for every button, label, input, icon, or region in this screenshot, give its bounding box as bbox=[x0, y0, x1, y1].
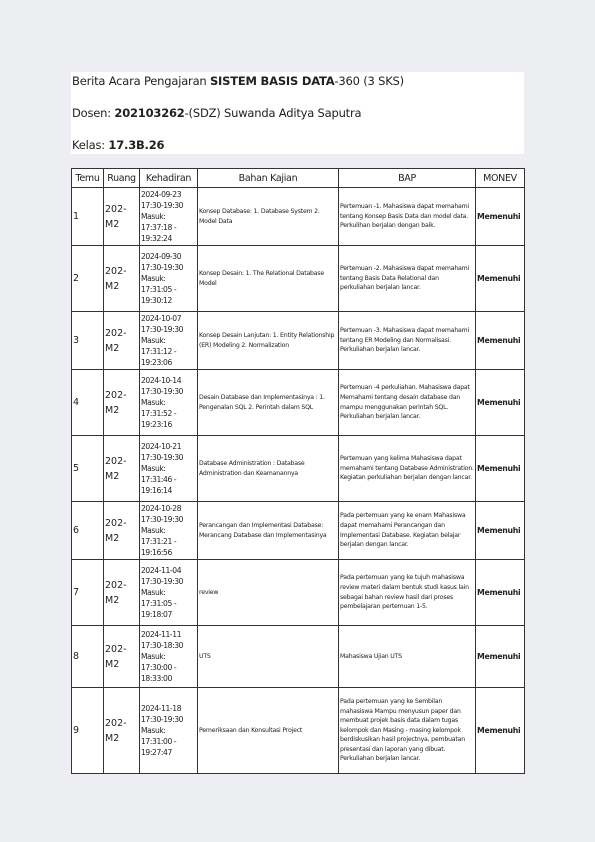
monev-status: Memenuhi bbox=[476, 688, 525, 774]
bap-notes: Pada pertemuan yang ke enam Mahasiswa dapat memahami Perancangan dan Implementasi Database. Kegiatan belajar berjalan dengan lancar. bbox=[339, 502, 476, 560]
attendance: 2024-10-21 17:30-19:30 Masuk: 17:31:46 - 19:16:14 bbox=[140, 436, 198, 502]
monev-status: Memenuhi bbox=[476, 312, 525, 370]
room: 202-M2 bbox=[104, 436, 140, 502]
lecturer-name: -(SDZ) Suwanda Aditya Saputra bbox=[184, 106, 362, 120]
room: 202-M2 bbox=[104, 560, 140, 626]
attendance: 2024-09-30 17:30-19:30 Masuk: 17:31:05 - 19:30:12 bbox=[140, 246, 198, 312]
table-row bbox=[72, 188, 525, 246]
bap-notes: Pada pertemuan yang ke Sembilan mahasiswa Mampu menyusun paper dan membuat projek basis data dalam tugas kelompok dan Masing - masing kelompok berdiskusikan hasil projectnya, pembuatan presentasi dan laporan yang dibuat. Perkuliahan berjalan lancar. bbox=[339, 688, 476, 774]
room: 202-M2 bbox=[104, 502, 140, 560]
room: 202-M2 bbox=[104, 246, 140, 312]
bap-notes: Pertemuan -3. Mahasiswa dapat memahami tentang ER Modeling dan Normalisasi. Perkuliahan berjalan lancar. bbox=[339, 312, 476, 370]
attendance: 2024-09-23 17:30-19:30 Masuk: 17:37:18 - 19:32:24 bbox=[140, 188, 198, 246]
topic: UTS bbox=[198, 626, 339, 688]
monev-status: Memenuhi bbox=[476, 246, 525, 312]
class-line bbox=[72, 138, 164, 152]
col-header-bahan-kajian: Bahan Kajian bbox=[198, 169, 339, 188]
attendance: 2024-11-11 17:30-18:30 Masuk: 17:30:00 - 18:33:00 bbox=[140, 626, 198, 688]
table-row bbox=[72, 246, 525, 312]
table-row bbox=[72, 560, 525, 626]
bap-notes: Pertemuan -4 perkuliahan. Mahasiswa dapat Memahami tentang desain database dan mampu menggunakan perintah SQL. Perkuliahan berjalan lancar. bbox=[339, 370, 476, 436]
attendance-table bbox=[71, 168, 525, 774]
topic: Pemeriksaan dan Konsultasi Project bbox=[198, 688, 339, 774]
topic: Konsep Database: 1. Database System 2. Model Data bbox=[198, 188, 339, 246]
attendance: 2024-10-14 17:30-19:30 Masuk: 17:31:52 - 19:23:16 bbox=[140, 370, 198, 436]
room: 202-M2 bbox=[104, 626, 140, 688]
col-header-monev: MONEV bbox=[476, 169, 525, 188]
bap-notes: Pertemuan yang kelima Mahasiswa dapat memahami tentang Database Administration. Kegiatan perkuliahan berjalan dengan lancar. bbox=[339, 436, 476, 502]
lecturer-label: Dosen: bbox=[72, 106, 115, 120]
bap-notes: Mahasiswa Ujian UTS bbox=[339, 626, 476, 688]
lecturer-line bbox=[72, 106, 361, 120]
attendance: 2024-10-28 17:30-19:30 Masuk: 17:31:21 - 19:16:56 bbox=[140, 502, 198, 560]
col-header-ruang: Ruang bbox=[104, 169, 140, 188]
topic: review bbox=[198, 560, 339, 626]
attendance: 2024-10-07 17:30-19:30 Masuk: 17:31:12 - 19:23:06 bbox=[140, 312, 198, 370]
course-name: SISTEM BASIS DATA bbox=[209, 74, 335, 88]
table-row bbox=[72, 688, 525, 774]
attendance: 2024-11-04 17:30-19:30 Masuk: 17:31:05 - 19:18:07 bbox=[140, 560, 198, 626]
topic: Konsep Desain Lanjutan: 1. Entity Relationship (ER) Modeling 2. Normalization bbox=[198, 312, 339, 370]
meeting-number: 1 bbox=[72, 188, 104, 246]
topic: Perancangan dan Implementasi Database: Merancang Database dan Implementasinya bbox=[198, 502, 339, 560]
meeting-number: 9 bbox=[72, 688, 104, 774]
report-title bbox=[72, 74, 404, 88]
bap-notes: Pertemuan -1. Mahasiswa dapat memahami tentang Konsep Basis Data dan model data. Perkulihan berjalan dengan baik. bbox=[339, 188, 476, 246]
table-row bbox=[72, 502, 525, 560]
attendance: 2024-11-18 17:30-19:30 Masuk: 17:31:00 - 19:27:47 bbox=[140, 688, 198, 774]
topic: Desain Database dan Implementasinya : 1. Pengenalan SQL 2. Perintah dalam SQL bbox=[198, 370, 339, 436]
bap-notes: Pada pertemuan yang ke tujuh mahasiswa review materi dalam bentuk studi kasus lain sebagai bahan review hasil dari proses pembelajaran pertemuan 1-5. bbox=[339, 560, 476, 626]
room: 202-M2 bbox=[104, 312, 140, 370]
table-row bbox=[72, 312, 525, 370]
monev-status: Memenuhi bbox=[476, 188, 525, 246]
meeting-number: 5 bbox=[72, 436, 104, 502]
monev-status: Memenuhi bbox=[476, 626, 525, 688]
meeting-number: 7 bbox=[72, 560, 104, 626]
lecturer-id: 202103262 bbox=[114, 106, 185, 120]
monev-status: Memenuhi bbox=[476, 502, 525, 560]
course-code: -360 (3 SKS) bbox=[334, 74, 404, 88]
title-prefix: Berita Acara Pengajaran bbox=[72, 74, 210, 88]
topic: Database Administration : Database Administration dan Keamanannya bbox=[198, 436, 339, 502]
table-row bbox=[72, 626, 525, 688]
col-header-bap: BAP bbox=[339, 169, 476, 188]
room: 202-M2 bbox=[104, 688, 140, 774]
table-header-row bbox=[72, 169, 525, 188]
meeting-number: 2 bbox=[72, 246, 104, 312]
col-header-kehadiran: Kehadiran bbox=[140, 169, 198, 188]
topic: Konsep Desain: 1. The Relational Database Model bbox=[198, 246, 339, 312]
monev-status: Memenuhi bbox=[476, 436, 525, 502]
table-row bbox=[72, 370, 525, 436]
class-code: 17.3B.26 bbox=[108, 138, 165, 152]
monev-status: Memenuhi bbox=[476, 560, 525, 626]
monev-status: Memenuhi bbox=[476, 370, 525, 436]
col-header-temu: Temu bbox=[72, 169, 104, 188]
bap-notes: Pertemuan -2. Mahasiswa dapat memahami tentang Basis Data Relational dan perkuliahan berjalan lancar. bbox=[339, 246, 476, 312]
class-label: Kelas: bbox=[72, 138, 109, 152]
meeting-number: 4 bbox=[72, 370, 104, 436]
meeting-number: 3 bbox=[72, 312, 104, 370]
table-row bbox=[72, 436, 525, 502]
meeting-number: 6 bbox=[72, 502, 104, 560]
room: 202-M2 bbox=[104, 188, 140, 246]
meeting-number: 8 bbox=[72, 626, 104, 688]
room: 202-M2 bbox=[104, 370, 140, 436]
